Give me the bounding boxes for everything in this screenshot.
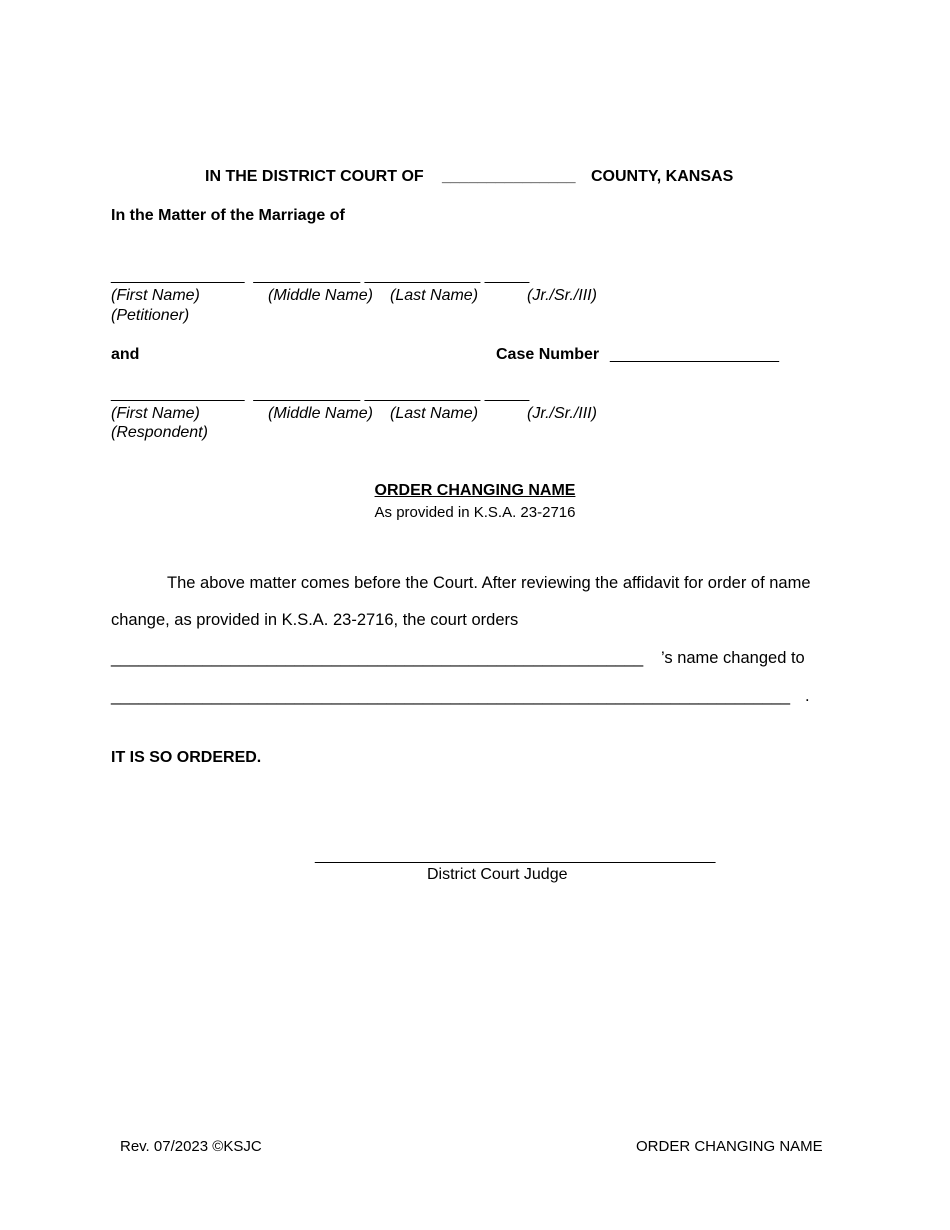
document-title: ORDER CHANGING NAME — [374, 482, 576, 499]
court-header-left: IN THE DISTRICT COURT OF — [205, 168, 424, 185]
and-label: and — [111, 346, 140, 363]
petitioner-name-blanks[interactable]: _______________ ____________ _____________ _____ — [111, 267, 530, 284]
case-number-blank[interactable]: ___________________ — [610, 346, 780, 363]
respondent-role-label: (Respondent) — [111, 424, 208, 441]
respondent-name-blanks[interactable]: _______________ ____________ _____________ _____ — [111, 385, 530, 402]
so-ordered: IT IS SO ORDERED. — [111, 749, 262, 766]
respondent-last-name-label: (Last Name) — [390, 405, 479, 422]
petitioner-middle-name-label: (Middle Name) — [268, 287, 373, 304]
petitioner-suffix-label: (Jr./Sr./III) — [527, 287, 597, 304]
document-title-block — [0, 483, 950, 520]
matter-heading: In the Matter of the Marriage of — [111, 207, 345, 224]
new-name-blank[interactable]: __________________________________________________________________________ — [111, 687, 791, 705]
petitioner-role-label: (Petitioner) — [111, 307, 190, 324]
body-line-1: The above matter comes before the Court. After reviewing the affidavit for order of name — [167, 574, 811, 592]
court-header-right: COUNTY, KANSAS — [591, 168, 734, 185]
former-name-blank[interactable]: __________________________________________________________ — [111, 649, 644, 667]
body-line-3-tail: ’s name changed to — [661, 649, 805, 667]
county-blank[interactable]: _______________ — [442, 168, 576, 185]
judge-signature-label: District Court Judge — [427, 866, 568, 883]
body-line-4-tail: . — [805, 687, 810, 705]
footer-form-name: ORDER CHANGING NAME — [636, 1138, 823, 1155]
footer-revision: Rev. 07/2023 ©KSJC — [120, 1138, 262, 1155]
case-number-label: Case Number — [496, 346, 600, 363]
respondent-middle-name-label: (Middle Name) — [268, 405, 373, 422]
respondent-first-name-label: (First Name) — [111, 405, 200, 422]
petitioner-last-name-label: (Last Name) — [390, 287, 479, 304]
respondent-suffix-label: (Jr./Sr./III) — [527, 405, 597, 422]
body-line-2: change, as provided in K.S.A. 23-2716, the court orders — [111, 611, 519, 629]
document-subtitle: As provided in K.S.A. 23-2716 — [374, 504, 576, 521]
petitioner-first-name-label: (First Name) — [111, 287, 200, 304]
judge-signature-line[interactable]: _____________________________________________ — [315, 847, 716, 864]
